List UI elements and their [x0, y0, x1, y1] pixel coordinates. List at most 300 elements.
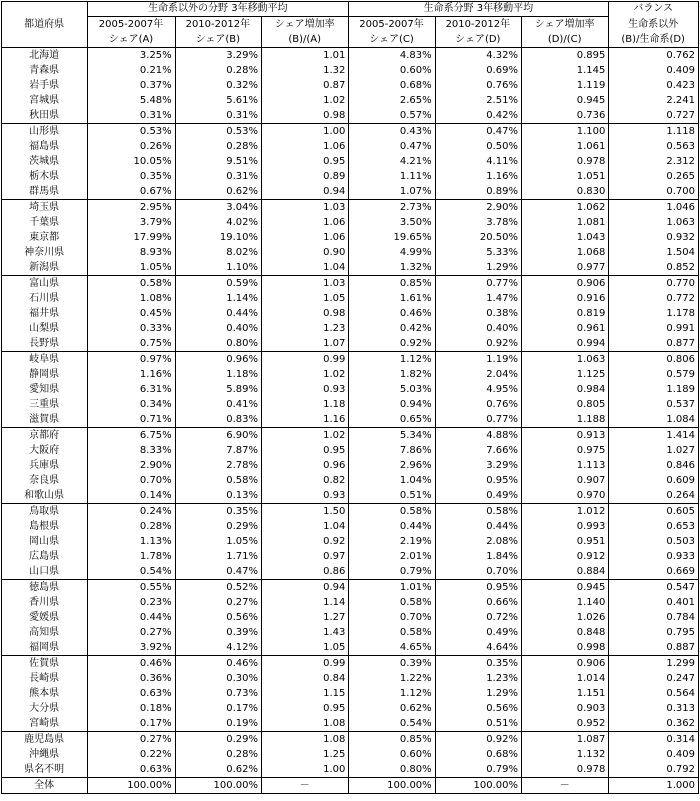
- share-b-cell: 0.80%: [175, 336, 261, 352]
- table-row: [2, 78, 699, 93]
- balance-cell: 0.605: [609, 504, 699, 520]
- share-c-cell: 0.58%: [349, 504, 435, 520]
- prefecture-cell: 島根県: [2, 519, 88, 534]
- table-row: [2, 686, 699, 701]
- share-c-cell: 0.60%: [349, 63, 435, 78]
- balance-cell: 0.700: [609, 184, 699, 200]
- ratio-dc-cell: 1.014: [521, 671, 608, 686]
- balance-cell: 0.264: [609, 488, 699, 504]
- share-c-cell: 0.85%: [349, 276, 435, 292]
- ratio-ba-cell: 0.97: [261, 549, 348, 564]
- table-row: [2, 519, 699, 534]
- table-row: [2, 412, 699, 428]
- prefecture-cell: 県名不明: [2, 762, 88, 778]
- share-a-cell: 0.97%: [88, 352, 175, 368]
- share-d-cell: 0.77%: [435, 412, 521, 428]
- table-row: [2, 306, 699, 321]
- share-a-cell: 5.48%: [88, 93, 175, 108]
- ratio-dc-cell: 1.145: [521, 63, 608, 78]
- ratio-dc-cell: 1.087: [521, 732, 608, 748]
- share-c-cell: 2.73%: [349, 200, 435, 216]
- balance-cell: 0.846: [609, 458, 699, 473]
- table-row: [2, 108, 699, 124]
- prefecture-cell: 長崎県: [2, 671, 88, 686]
- ratio-ba-cell: 1.07: [261, 336, 348, 352]
- share-d-cell: 4.88%: [435, 428, 521, 444]
- balance-cell: 0.795: [609, 625, 699, 640]
- share-c-cell: 0.85%: [349, 732, 435, 748]
- balance-cell: 0.265: [609, 169, 699, 184]
- share-d-cell: 0.70%: [435, 564, 521, 580]
- table-row: [2, 428, 699, 444]
- table-row: [2, 747, 699, 762]
- ratio-dc-cell: 0.916: [521, 291, 608, 306]
- share-a-cell: 6.31%: [88, 382, 175, 397]
- ratio-ba-cell: 0.94: [261, 184, 348, 200]
- share-a-cell: 0.70%: [88, 473, 175, 488]
- ratio-ba-cell: 1.05: [261, 640, 348, 656]
- col-a-subheader: シェア(A): [88, 32, 175, 48]
- table-row: [2, 382, 699, 397]
- balance-cell: 0.609: [609, 473, 699, 488]
- share-a-cell: 0.33%: [88, 321, 175, 336]
- ratio-ba-cell: 0.99: [261, 352, 348, 368]
- table-row: [2, 716, 699, 732]
- balance-cell: 0.409: [609, 63, 699, 78]
- share-a-cell: 0.14%: [88, 488, 175, 504]
- table-row: [2, 93, 699, 108]
- share-a-cell: 0.31%: [88, 108, 175, 124]
- ratio-dc-cell: 0.951: [521, 534, 608, 549]
- ratio-dc-cell: 1.188: [521, 412, 608, 428]
- prefecture-cell: 沖縄県: [2, 747, 88, 762]
- balance-cell: 0.887: [609, 640, 699, 656]
- share-a-cell: 0.44%: [88, 610, 175, 625]
- balance-cell: 0.792: [609, 762, 699, 778]
- share-a-cell: 0.45%: [88, 306, 175, 321]
- share-a-cell: 0.27%: [88, 732, 175, 748]
- share-b-cell: 0.73%: [175, 686, 261, 701]
- table-row: [2, 154, 699, 169]
- ratio-dc-cell: 1.062: [521, 200, 608, 216]
- share-b-cell: 0.13%: [175, 488, 261, 504]
- balance-cell: 1.118: [609, 124, 699, 140]
- share-a-cell: 8.33%: [88, 443, 175, 458]
- ratio-ba-cell: 1.25: [261, 747, 348, 762]
- ratio-ba-cell: －: [261, 778, 348, 794]
- ratio-dc-cell: 0.978: [521, 154, 608, 169]
- balance-cell: 0.423: [609, 78, 699, 93]
- table-row: [2, 701, 699, 716]
- col-dc-header: シェア増加率: [521, 17, 608, 33]
- share-c-cell: 1.07%: [349, 184, 435, 200]
- share-d-cell: 0.95%: [435, 473, 521, 488]
- share-d-cell: 0.38%: [435, 306, 521, 321]
- share-b-cell: 2.78%: [175, 458, 261, 473]
- balance-cell: 1.000: [609, 778, 699, 794]
- ratio-ba-cell: 0.96: [261, 458, 348, 473]
- ratio-dc-cell: －: [521, 778, 608, 794]
- share-c-cell: 100.00%: [349, 778, 435, 794]
- share-c-cell: 1.12%: [349, 686, 435, 701]
- balance-cell: 1.027: [609, 443, 699, 458]
- ratio-dc-cell: 1.113: [521, 458, 608, 473]
- balance-cell: 0.564: [609, 686, 699, 701]
- balance-cell: 0.653: [609, 519, 699, 534]
- table-row: [2, 352, 699, 368]
- table-row: [2, 276, 699, 292]
- share-b-cell: 19.10%: [175, 230, 261, 245]
- ratio-ba-cell: 1.04: [261, 519, 348, 534]
- balance-cell: 0.314: [609, 732, 699, 748]
- balance-cell: 0.537: [609, 397, 699, 412]
- share-a-cell: 0.24%: [88, 504, 175, 520]
- share-b-cell: 0.35%: [175, 504, 261, 520]
- prefecture-cell: 徳島県: [2, 580, 88, 596]
- balance-cell: 1.046: [609, 200, 699, 216]
- table-row: [2, 48, 699, 64]
- ratio-ba-cell: 0.87: [261, 78, 348, 93]
- share-d-cell: 1.29%: [435, 260, 521, 276]
- table-row: [2, 488, 699, 504]
- prefecture-cell: 香川県: [2, 595, 88, 610]
- share-b-cell: 0.41%: [175, 397, 261, 412]
- ratio-dc-cell: 0.805: [521, 397, 608, 412]
- total-row: [2, 778, 699, 794]
- share-b-cell: 0.31%: [175, 108, 261, 124]
- share-c-cell: 0.94%: [349, 397, 435, 412]
- ratio-ba-cell: 1.02: [261, 367, 348, 382]
- share-a-cell: 0.37%: [88, 78, 175, 93]
- share-a-cell: 0.55%: [88, 580, 175, 596]
- share-b-cell: 0.56%: [175, 610, 261, 625]
- prefecture-cell: 福岡県: [2, 640, 88, 656]
- share-d-cell: 0.76%: [435, 397, 521, 412]
- balance-group-header: バランス: [609, 2, 699, 17]
- table-row: [2, 640, 699, 656]
- ratio-dc-cell: 1.151: [521, 686, 608, 701]
- share-b-cell: 8.02%: [175, 245, 261, 260]
- life-group-header: 生命系分野 3年移動平均: [349, 2, 609, 17]
- share-b-cell: 0.28%: [175, 747, 261, 762]
- share-d-cell: 3.78%: [435, 215, 521, 230]
- prefecture-cell: 岐阜県: [2, 352, 88, 368]
- share-c-cell: 0.65%: [349, 412, 435, 428]
- prefecture-cell: 福井県: [2, 306, 88, 321]
- share-d-cell: 4.32%: [435, 48, 521, 64]
- balance-cell: 0.362: [609, 716, 699, 732]
- share-d-cell: 0.42%: [435, 108, 521, 124]
- balance-cell: 0.762: [609, 48, 699, 64]
- prefecture-cell: 岩手県: [2, 78, 88, 93]
- ratio-ba-cell: 1.23: [261, 321, 348, 336]
- ratio-ba-cell: 1.16: [261, 412, 348, 428]
- share-c-cell: 0.42%: [349, 321, 435, 336]
- share-d-cell: 2.08%: [435, 534, 521, 549]
- share-b-cell: 4.02%: [175, 215, 261, 230]
- col-balance-header: 生命系以外: [609, 17, 699, 33]
- share-c-cell: 0.51%: [349, 488, 435, 504]
- table-row: [2, 215, 699, 230]
- ratio-dc-cell: 0.907: [521, 473, 608, 488]
- col-b-header: 2010-2012年: [175, 17, 261, 33]
- balance-cell: 0.563: [609, 139, 699, 154]
- balance-cell: 2.241: [609, 93, 699, 108]
- share-b-cell: 0.19%: [175, 716, 261, 732]
- share-d-cell: 100.00%: [435, 778, 521, 794]
- ratio-dc-cell: 1.100: [521, 124, 608, 140]
- prefecture-cell: 栃木県: [2, 169, 88, 184]
- table-row: [2, 610, 699, 625]
- share-b-cell: 1.05%: [175, 534, 261, 549]
- share-b-cell: 0.29%: [175, 519, 261, 534]
- ratio-ba-cell: 1.04: [261, 260, 348, 276]
- prefecture-cell: 静岡県: [2, 367, 88, 382]
- col-c-header: 2005-2007年: [349, 17, 435, 33]
- share-b-cell: 0.32%: [175, 78, 261, 93]
- share-d-cell: 0.76%: [435, 78, 521, 93]
- share-b-cell: 0.27%: [175, 595, 261, 610]
- share-c-cell: 2.01%: [349, 549, 435, 564]
- col-balance-subheader: (B)/生命系(D): [609, 32, 699, 48]
- share-b-cell: 1.18%: [175, 367, 261, 382]
- ratio-ba-cell: 1.06: [261, 230, 348, 245]
- share-a-cell: 0.63%: [88, 762, 175, 778]
- share-d-cell: 0.77%: [435, 276, 521, 292]
- share-b-cell: 100.00%: [175, 778, 261, 794]
- table-row: [2, 564, 699, 580]
- share-c-cell: 1.82%: [349, 367, 435, 382]
- share-b-cell: 0.39%: [175, 625, 261, 640]
- share-d-cell: 0.66%: [435, 595, 521, 610]
- share-c-cell: 19.65%: [349, 230, 435, 245]
- balance-cell: 0.806: [609, 352, 699, 368]
- col-ba-header: シェア増加率: [261, 17, 348, 33]
- ratio-dc-cell: 0.994: [521, 336, 608, 352]
- table-body: [2, 48, 699, 794]
- ratio-dc-cell: 1.063: [521, 352, 608, 368]
- share-b-cell: 0.44%: [175, 306, 261, 321]
- share-b-cell: 0.28%: [175, 63, 261, 78]
- balance-cell: 1.189: [609, 382, 699, 397]
- prefecture-cell: 奈良県: [2, 473, 88, 488]
- share-d-cell: 20.50%: [435, 230, 521, 245]
- col-d-header: 2010-2012年: [435, 17, 521, 33]
- ratio-dc-cell: 0.848: [521, 625, 608, 640]
- share-a-cell: 0.71%: [88, 412, 175, 428]
- ratio-ba-cell: 1.06: [261, 215, 348, 230]
- table-row: [2, 625, 699, 640]
- table-row: [2, 504, 699, 520]
- ratio-ba-cell: 0.98: [261, 306, 348, 321]
- share-c-cell: 2.65%: [349, 93, 435, 108]
- ratio-dc-cell: 0.884: [521, 564, 608, 580]
- share-d-cell: 0.72%: [435, 610, 521, 625]
- share-c-cell: 4.99%: [349, 245, 435, 260]
- table-row: [2, 169, 699, 184]
- balance-cell: 0.852: [609, 260, 699, 276]
- share-d-cell: 0.58%: [435, 504, 521, 520]
- table-row: [2, 397, 699, 412]
- table-row: [2, 291, 699, 306]
- share-d-cell: 0.47%: [435, 124, 521, 140]
- share-d-cell: 0.56%: [435, 701, 521, 716]
- table-row: [2, 184, 699, 200]
- prefecture-cell: 山梨県: [2, 321, 88, 336]
- share-b-cell: 5.61%: [175, 93, 261, 108]
- share-b-cell: 1.10%: [175, 260, 261, 276]
- share-d-cell: 0.35%: [435, 656, 521, 672]
- share-a-cell: 100.00%: [88, 778, 175, 794]
- share-b-cell: 0.40%: [175, 321, 261, 336]
- prefecture-cell: 鹿児島県: [2, 732, 88, 748]
- share-d-cell: 0.50%: [435, 139, 521, 154]
- balance-cell: 0.401: [609, 595, 699, 610]
- share-c-cell: 0.44%: [349, 519, 435, 534]
- prefecture-cell: 福島県: [2, 139, 88, 154]
- share-c-cell: 3.50%: [349, 215, 435, 230]
- balance-cell: 0.772: [609, 291, 699, 306]
- share-a-cell: 0.22%: [88, 747, 175, 762]
- ratio-ba-cell: 1.03: [261, 200, 348, 216]
- share-d-cell: 4.64%: [435, 640, 521, 656]
- prefecture-cell: 群馬県: [2, 184, 88, 200]
- share-a-cell: 17.99%: [88, 230, 175, 245]
- share-d-cell: 2.04%: [435, 367, 521, 382]
- share-c-cell: 1.22%: [349, 671, 435, 686]
- ratio-ba-cell: 0.86: [261, 564, 348, 580]
- ratio-ba-cell: 0.95: [261, 443, 348, 458]
- ratio-ba-cell: 1.06: [261, 139, 348, 154]
- share-c-cell: 0.39%: [349, 656, 435, 672]
- share-b-cell: 3.04%: [175, 200, 261, 216]
- ratio-ba-cell: 0.90: [261, 245, 348, 260]
- share-b-cell: 0.52%: [175, 580, 261, 596]
- share-a-cell: 1.13%: [88, 534, 175, 549]
- share-a-cell: 0.54%: [88, 564, 175, 580]
- share-c-cell: 0.92%: [349, 336, 435, 352]
- ratio-dc-cell: 0.952: [521, 716, 608, 732]
- share-c-cell: 0.58%: [349, 625, 435, 640]
- ratio-dc-cell: 0.736: [521, 108, 608, 124]
- table-row: [2, 124, 699, 140]
- share-b-cell: 5.89%: [175, 382, 261, 397]
- ratio-dc-cell: 1.125: [521, 367, 608, 382]
- share-b-cell: 0.62%: [175, 762, 261, 778]
- balance-cell: 2.312: [609, 154, 699, 169]
- share-b-cell: 4.12%: [175, 640, 261, 656]
- prefecture-cell: 三重県: [2, 397, 88, 412]
- share-c-cell: 2.19%: [349, 534, 435, 549]
- share-d-cell: 0.92%: [435, 732, 521, 748]
- balance-cell: 0.409: [609, 747, 699, 762]
- share-d-cell: 4.11%: [435, 154, 521, 169]
- share-c-cell: 1.12%: [349, 352, 435, 368]
- share-d-cell: 3.29%: [435, 458, 521, 473]
- balance-cell: 0.547: [609, 580, 699, 596]
- share-d-cell: 1.29%: [435, 686, 521, 701]
- prefecture-cell: 石川県: [2, 291, 88, 306]
- prefecture-cell: 新潟県: [2, 260, 88, 276]
- share-d-cell: 0.51%: [435, 716, 521, 732]
- share-table: [1, 1, 699, 794]
- table-row: [2, 595, 699, 610]
- share-c-cell: 0.70%: [349, 610, 435, 625]
- ratio-dc-cell: 0.984: [521, 382, 608, 397]
- share-c-cell: 0.60%: [349, 747, 435, 762]
- share-c-cell: 0.43%: [349, 124, 435, 140]
- ratio-dc-cell: 1.068: [521, 245, 608, 260]
- ratio-dc-cell: 1.051: [521, 169, 608, 184]
- share-c-cell: 0.62%: [349, 701, 435, 716]
- share-c-cell: 1.32%: [349, 260, 435, 276]
- table-row: [2, 732, 699, 748]
- ratio-ba-cell: 1.03: [261, 276, 348, 292]
- share-c-cell: 1.61%: [349, 291, 435, 306]
- share-d-cell: 0.49%: [435, 625, 521, 640]
- ratio-dc-cell: 0.906: [521, 656, 608, 672]
- share-a-cell: 1.08%: [88, 291, 175, 306]
- ratio-dc-cell: 1.043: [521, 230, 608, 245]
- share-a-cell: 0.26%: [88, 139, 175, 154]
- ratio-ba-cell: 0.82: [261, 473, 348, 488]
- prefecture-cell: 愛知県: [2, 382, 88, 397]
- ratio-ba-cell: 1.00: [261, 762, 348, 778]
- share-d-cell: 0.79%: [435, 762, 521, 778]
- ratio-ba-cell: 1.05: [261, 291, 348, 306]
- share-d-cell: 0.69%: [435, 63, 521, 78]
- share-b-cell: 0.58%: [175, 473, 261, 488]
- share-d-cell: 2.90%: [435, 200, 521, 216]
- ratio-dc-cell: 0.895: [521, 48, 608, 64]
- ratio-dc-cell: 1.061: [521, 139, 608, 154]
- ratio-dc-cell: 1.132: [521, 747, 608, 762]
- table-row: [2, 656, 699, 672]
- share-b-cell: 0.96%: [175, 352, 261, 368]
- prefecture-cell: 秋田県: [2, 108, 88, 124]
- share-c-cell: 7.86%: [349, 443, 435, 458]
- share-b-cell: 0.59%: [175, 276, 261, 292]
- ratio-ba-cell: 1.27: [261, 610, 348, 625]
- share-d-cell: 0.89%: [435, 184, 521, 200]
- balance-cell: 0.784: [609, 610, 699, 625]
- share-d-cell: 0.40%: [435, 321, 521, 336]
- share-a-cell: 3.92%: [88, 640, 175, 656]
- ratio-ba-cell: 0.89: [261, 169, 348, 184]
- share-a-cell: 3.79%: [88, 215, 175, 230]
- share-d-cell: 2.51%: [435, 93, 521, 108]
- ratio-ba-cell: 0.95: [261, 701, 348, 716]
- share-b-cell: 6.90%: [175, 428, 261, 444]
- table-row: [2, 245, 699, 260]
- ratio-dc-cell: 0.819: [521, 306, 608, 321]
- ratio-ba-cell: 1.08: [261, 716, 348, 732]
- share-c-cell: 4.21%: [349, 154, 435, 169]
- prefecture-cell: 千葉県: [2, 215, 88, 230]
- share-c-cell: 4.65%: [349, 640, 435, 656]
- ratio-ba-cell: 0.99: [261, 656, 348, 672]
- prefecture-cell: 富山県: [2, 276, 88, 292]
- share-c-cell: 2.96%: [349, 458, 435, 473]
- ratio-dc-cell: 0.975: [521, 443, 608, 458]
- balance-cell: 0.932: [609, 230, 699, 245]
- balance-cell: 0.877: [609, 336, 699, 352]
- table-row: [2, 260, 699, 276]
- balance-cell: 0.991: [609, 321, 699, 336]
- ratio-dc-cell: 1.012: [521, 504, 608, 520]
- share-a-cell: 0.28%: [88, 519, 175, 534]
- prefecture-cell: 佐賀県: [2, 656, 88, 672]
